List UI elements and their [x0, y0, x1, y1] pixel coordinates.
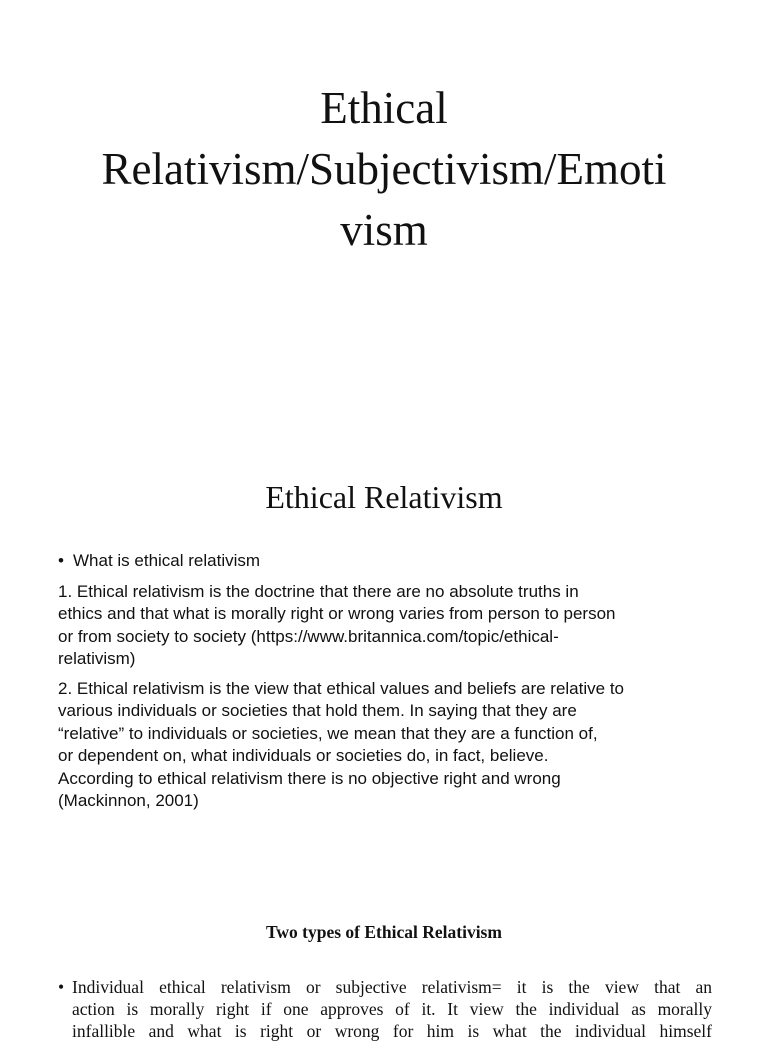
paragraph-line: or dependent on, what individuals or societies do, in fact, believe. — [58, 746, 549, 765]
slide-1-title-line: Relativism/Subjectivism/Emoti — [101, 144, 667, 194]
slide-1-title-line: vism — [340, 205, 428, 255]
bullet-line: infallible and what is right or wrong for him is what the individual himself — [72, 1021, 712, 1041]
bullet-icon: • — [58, 977, 65, 997]
paragraph-line: According to ethical relativism there is no objective right and wrong — [58, 768, 561, 788]
paragraph-line: relativism) — [58, 649, 136, 668]
paragraph-line: or from society to society (https://www.britannica.com/topic/ethical- — [58, 626, 559, 646]
paragraph-line: “relative” to individuals or societies, we mean that they are a function of, — [58, 723, 598, 743]
slide-2-body — [58, 550, 728, 820]
paragraph-line: (Mackinnon, 2001) — [58, 791, 199, 810]
bullet-line: action is morally right if one approves of it. It view the individual as morally — [72, 999, 712, 1019]
slide-3-body — [58, 976, 712, 1042]
paragraph-1 — [58, 581, 728, 671]
paragraph-line: various individuals or societies that hold them. In saying that they are — [58, 701, 577, 720]
slide-1-title-line: Ethical — [320, 83, 448, 133]
bullet-item — [58, 976, 712, 1042]
bullet-icon: • — [58, 551, 64, 570]
paragraph-line: 1. Ethical relativism is the doctrine that there are no absolute truths in — [58, 581, 579, 601]
slide-3-heading: Two types of Ethical Relativism — [266, 922, 502, 942]
bullet-item — [58, 550, 728, 573]
slide-1-title — [40, 78, 728, 261]
bullet-text: What is ethical relativism — [73, 551, 261, 570]
paragraph-line: 2. Ethical relativism is the view that ethical values and beliefs are relative to — [58, 678, 624, 698]
slide-2-title: Ethical Relativism — [265, 479, 503, 515]
paragraph-line: ethics and that what is morally right or wrong varies from person to person — [58, 604, 616, 623]
bullet-line: Individual ethical relativism or subjective relativism= it is the view that an — [72, 977, 712, 997]
paragraph-2 — [58, 678, 728, 813]
